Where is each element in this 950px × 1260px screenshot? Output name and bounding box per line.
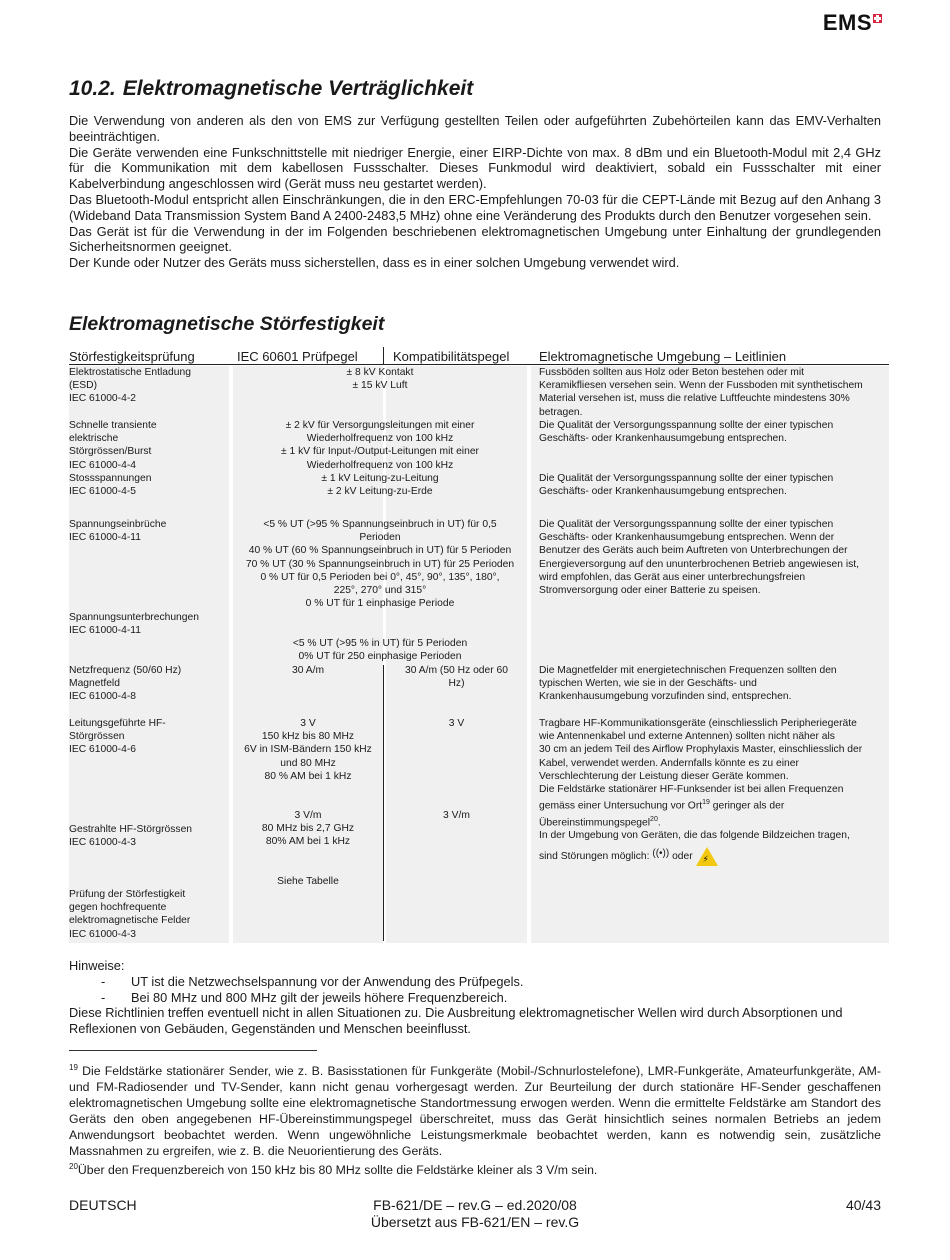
swiss-cross-icon [873,14,882,23]
cell-line: Tragbare HF-Kommunikationsgeräte (einschliesslich Peripheriegeräte [539,718,857,729]
cell-line: Schnelle transiente [69,420,157,431]
footnote-19 [69,1060,881,1159]
note-item [69,974,881,990]
cell-line: Spannungseinbrüche [69,519,167,530]
footer-page-number: 40/43 [845,1197,881,1213]
column-header-compat-level: Kompatibilitätspegel [393,349,510,364]
notes-heading: Hinweise: [69,958,125,973]
cell-line: Fussböden sollten aus Holz oder Beton bestehen oder mit [539,367,805,378]
row-dips-test [69,518,229,544]
cell-line: 80 % AM bei 1 kHz [264,770,352,782]
cell-line: IEC 61000-4-2 [69,393,136,405]
cell-line: 80 MHz bis 2,7 GHz [261,823,355,835]
row-burst-test [69,419,229,472]
cell-line: 3 V [448,718,465,729]
cell-line: 3 V [300,718,316,729]
list-dash: - [101,989,106,1005]
column-header-iec-level: IEC 60601 Prüfpegel [237,349,358,364]
row-interruptions-level [233,637,527,663]
cell-line: Die Magnetfelder mit energietechnischen Frequenzen sollten den [539,665,837,676]
cell-line: IEC 61000-4-4 [69,459,136,471]
cell-line: Benutzer des Geräts auch beim Auftreten von Unterbrechungen der [539,545,848,557]
footnote-number: 20 [69,1162,78,1172]
cell-line: Siehe Tabelle [277,876,339,887]
cell-line: wie Antennenkabel und externe Antennen) sollten nicht näher als [539,731,835,743]
note-text: Bei 80 MHz und 800 MHz gilt der jeweils höhere Frequenzbereich. [131,989,508,1005]
cell-line: In der Umgebung von Geräten, die das folgende Bildzeichen tragen, [539,830,850,842]
cell-line: elektrische [69,433,119,445]
warning-triangle-icon: ⚡ [696,847,718,866]
section-title-text: Elektromagnetische Verträglichkeit [122,77,474,100]
footnote-text: Die Feldstärke stationärer Sender, wie z. B. Basisstationen für Funkgeräte (Mobil-/Schnurlostelefone), LMR-Funkgeräte, Amateurfunkgeräte, AM- und FM-Radiosender und TV-Sender, kann nicht genau vorhergesagt werden. Zur Beurteilung der durch stationäre HF-Sender geschaffenen elektromagnetischen Umgebung sollte eine elektromagnetische Standortmessung erwogen werden. Wenn die ermittelte Feldstärke am Standort des Geräts den oben angegebenen HF-Übereinstimmungspegel überschreitet, muss das Gerät hinsichtlich seines normalen Betriebs an jedem Anwendungsort beobachtet werden. Wenn ungewöhnliche Leistungsmerkmale beobachtet werden, kann es notwendig sein, zusätzliche Massnahmen zu ergreifen, wie z. B. die Neuorientierung des Geräts. [69,1064,881,1159]
row-dips-environment [539,518,889,597]
row-conducted-test [69,717,229,757]
intro-paragraph: Die Geräte verwenden eine Funkschnittstelle mit niedriger Energie, einer EIRP-Dichte von max. 8 dBm und ein Bluetooth-Modul mit 2,4 GHz für die Kommunikation mit dem kabellosen Fussschalter. Dieses Funkmodul wird deaktiviert, sobald ein Fussschalter mit einer Kabelverbindung angeschlossen wird (Gerät muss neu gestartet werden). [69,144,881,192]
cell-text: Übereinstimmungspegel [539,817,651,829]
radio-wave-icon: ((•)) [652,847,670,859]
row-esd-test [69,366,229,406]
footnotes [69,1060,881,1178]
cell-line: ± 2 kV Leitung-zu-Erde [327,486,433,498]
cell-line: IEC 61000-4-8 [69,691,136,703]
cell-line [539,813,889,830]
cell-line: Die Qualität der Versorgungsspannung sollte der einer typischen [539,473,834,484]
cell-line: Material versehen ist, muss die relative Luftfeuchte mindestens 30% [539,393,850,405]
cell-line: Wiederholfrequenz von 100 kHz [306,459,454,471]
cell-line: Elektrostatische Entladung [69,367,191,378]
row-esd-environment [539,366,889,419]
cell-line: 70 % UT (30 % Spannungseinbruch in UT) für 25 Perioden [245,558,515,570]
cell-line: 30 cm an jedem Teil des Airflow Prophylaxis Master, einschliesslich der [539,744,863,756]
row-surge-test [69,472,229,498]
cell-line: IEC 61000-4-5 [69,486,136,498]
cell-line: ± 2 kV für Versorgungsleitungen mit einer [285,420,475,431]
column-header-environment: Elektromagnetische Umgebung – Leitlinien [539,349,787,364]
row-magnetic-compat [386,664,527,690]
row-proximity-level [233,875,383,888]
cell-line: ± 15 kV Luft [352,380,408,392]
intro-text [69,113,881,271]
intro-paragraph: Das Bluetooth-Modul entspricht allen Einschränkungen, die in den ERC-Empfehlungen 70-03 für die CEPT-Lände mit Bezug auf den Anhang 3 (Wideband Data Transmission System Band A 2400-2483,5 MHz) ohne eine Veränderung des Produkts durch den Benutzer vorgesehen sein. [69,191,881,223]
row-burst-level [233,419,527,472]
row-burst-environment [539,419,889,445]
row-radiated-test [69,823,229,849]
cell-line: Keramikfliesen versehen sein. Wenn der Fussboden mit synthetischem [539,380,863,392]
cell-text: . [657,817,661,829]
notes-paragraph: Diese Richtlinien treffen eventuell nicht in allen Situationen zu. Die Ausbreitung elektromagnetischer Wellen wird durch Absorptionen und Reflexionen von Gebäuden, Gegenständen und Menschen beeinflusst. [69,1005,843,1037]
footnote-ref-20: 20 [650,815,658,823]
header-rule [69,364,889,365]
cell-line: Krankenhausumgebung vorzufinden sind, entsprechen. [539,691,792,703]
row-proximity-test [69,888,229,941]
row-radiated-level [233,809,383,849]
row-radiated-compat [386,809,527,822]
cell-line: 0 % UT für 0,5 Perioden bei 0°, 45°, 90°, 135°, 180°, [260,571,500,583]
cell-line: Verschlechterung der Leistung dieser Geräte kommen. [539,770,789,782]
cell-line: Störgrössen/Burst [69,446,152,458]
cell-line: und 80 MHz [280,757,336,769]
notes-block [69,958,881,1037]
cell-text: gemäss einer Untersuchung vor Ort [539,800,703,812]
cell-line: Geschäfts- oder Krankenhausumgebung entsprechen. [539,433,787,445]
cell-line: Die Feldstärke stationärer HF-Funksender ist bei allen Frequenzen [539,784,844,796]
row-interruptions-test [69,611,229,637]
cell-line: 150 kHz bis 80 MHz [261,731,355,743]
ems-logo [823,10,882,36]
cell-line: 0% UT für 250 einphasige Perioden [298,651,462,663]
note-text: UT ist die Netzwechselspannung vor der Anwendung des Prüfpegels. [131,973,524,989]
cell-line: 80% AM bei 1 kHz [265,836,351,848]
cell-line: Stromversorgung oder einer Batterie zu speisen. [539,585,761,597]
logo-text: EMS [822,10,872,35]
cell-line: 3 V/m [443,810,470,821]
intro-paragraph: Der Kunde oder Nutzer des Geräts muss sicherstellen, dass es in einer solchen Umgebung verwendet wird. [69,255,680,271]
footnote-text: Über den Frequenzbereich von 150 kHz bis 80 MHz sollte die Feldstärke kleiner als 3 V/m sein. [77,1163,598,1178]
cell-line: Stossspannungen [69,473,152,484]
note-item [69,990,881,1006]
cell-text: oder [672,850,693,862]
column-divider [383,665,384,941]
cell-line: Gestrahlte HF-Störgrössen [69,824,193,835]
cell-line: wird empfohlen, das Gerät aus einer unterbrechungsfreien [539,571,806,583]
row-magnetic-test [69,664,229,704]
cell-line [539,847,889,866]
cell-line: 225°, 270° und 315° [333,585,427,597]
cell-line: gegen hochfrequente [69,902,167,914]
footer-doc-line: FB-621/DE – rev.G – ed.2020/08 [373,1197,577,1213]
footnote-rule [69,1050,317,1051]
cell-text: geringer als der [709,800,785,812]
cell-line: Geschäfts- oder Krankenhausumgebung entsprechen. [539,486,787,498]
cell-line: typischen Werten, wie sie in der Geschäfts- und [539,678,757,690]
cell-line: 3 V/m [294,810,322,821]
cell-line: ± 8 kV Kontakt [346,367,414,378]
row-surge-environment [539,472,889,498]
row-conducted-environment [539,717,889,866]
column-divider [383,347,384,364]
immunity-table [69,347,889,943]
cell-line: Störgrössen [69,731,125,743]
cell-line: Hz) [448,678,465,690]
cell-line: betragen. [539,406,583,418]
subsection-title: Elektromagnetische Störfestigkeit [69,313,385,335]
cell-line: Perioden [359,532,401,544]
cell-line: Geschäfts- oder Krankenhausumgebung entsprechen. Wenn der [539,532,835,544]
footnote-number: 19 [69,1063,78,1072]
cell-line: IEC 61000-4-3 [69,928,136,940]
row-conducted-compat [386,717,527,730]
footer-doc-ref [364,1197,586,1231]
cell-line: <5 % UT (>95 % Spannungseinbruch in UT) für 0,5 [263,519,497,530]
cell-line: 6V in ISM-Bändern 150 kHz [244,744,372,756]
cell-line: ± 1 kV für Input-/Output-Leitungen mit einer [281,446,479,458]
cell-line: IEC 61000-4-11 [69,532,141,544]
intro-paragraph: Das Gerät ist für die Verwendung in der im Folgenden beschriebenen elektromagnetischen Umgebung unter Einhaltung der grundlegenden Sicherheitsnormen geeignet. [69,223,881,255]
cell-text: sind Störungen möglich: [539,850,650,862]
cell-line: Wiederholfrequenz von 100 kHz [306,433,454,445]
intro-paragraph: Die Verwendung von anderen als den von EMS zur Verfügung gestellten Teilen oder aufgeführten Zubehörteilen kann das EMV-Verhalten beeinträchtigen. [69,113,881,144]
cell-line: 30 A/m [291,665,325,676]
footer-language: DEUTSCH [69,1197,137,1213]
cell-line: Magnetfeld [69,678,120,690]
cell-line: 30 A/m (50 Hz oder 60 [404,665,509,676]
cell-line: Spannungsunterbrechungen [69,612,199,623]
cell-line: Energieversorgung auf den ununterbrochenen Betrieb angewiesen ist, [539,558,859,570]
cell-line: Die Qualität der Versorgungsspannung sollte der einer typischen [539,519,834,530]
footer-doc-line: Übersetzt aus FB-621/EN – rev.G [370,1214,580,1230]
cell-line: Netzfrequenz (50/60 Hz) [69,665,182,676]
cell-line: Kabel, verwendet werden. Andernfalls könnte es zu einer [539,757,799,769]
footnote-ref-19: 19 [702,799,710,807]
cell-line: IEC 61000-4-3 [69,837,136,849]
section-number: 10.2. [69,77,116,100]
footnote-20 [69,1159,881,1178]
section-title [69,77,473,101]
list-dash: - [101,973,106,989]
cell-line: IEC 61000-4-6 [69,744,136,756]
cell-line: <5 % UT (>95 % in UT) für 5 Perioden [292,638,468,649]
column-header-test: Störfestigkeitsprüfung [69,349,195,364]
cell-line: elektromagnetische Felder [69,915,191,927]
cell-line: 0 % UT für 1 einphasige Periode [305,598,455,610]
row-magnetic-level [233,664,383,677]
cell-line: (ESD) [69,380,98,392]
cell-line [539,796,889,813]
cell-line: Leitungsgeführte HF- [69,718,166,729]
row-conducted-level [233,717,383,783]
cell-line: ± 1 kV Leitung-zu-Leitung [321,473,439,484]
cell-line: IEC 61000-4-11 [69,625,141,637]
row-dips-level [233,518,527,610]
row-esd-level [233,366,527,392]
row-magnetic-environment [539,664,889,704]
cell-line: Die Qualität der Versorgungsspannung sollte der einer typischen [539,420,834,431]
cell-line: 40 % UT (60 % Spannungseinbruch in UT) für 5 Perioden [248,545,512,557]
row-surge-level [233,472,527,498]
cell-line: Prüfung der Störfestigkeit [69,889,186,900]
